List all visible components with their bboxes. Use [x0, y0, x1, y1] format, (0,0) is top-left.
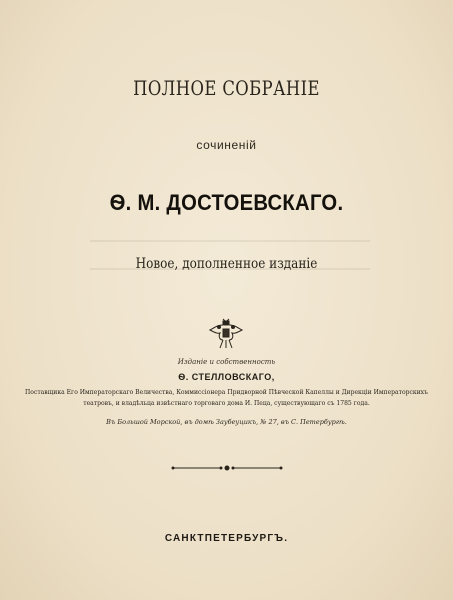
works-subtitle: сочиненій: [196, 138, 257, 152]
city-imprint: САНКТПЕТЕРБУРГЪ.: [164, 533, 289, 544]
publisher-name: Ѳ. СТЕЛЛОВСКАГО,: [178, 372, 275, 382]
publisher-address: Въ Большой Морской, въ домѣ Заубеуцикъ, № 27, въ С. Петербургѣ.: [106, 418, 347, 426]
double-headed-eagle-icon: [208, 318, 244, 350]
bleed-through-line: [90, 240, 370, 242]
author-name: Ѳ. М. ДОСТОЕВСКАГО.: [109, 190, 344, 215]
publisher-description-line-2: театровъ, и владѣльца извѣстнаго торговаго дома И. Пеца, существующаго съ 1785 года.: [83, 399, 370, 407]
publisher-intro: Изданіе и собственность: [177, 358, 276, 366]
edition-note: Новое, дополненное изданіе: [135, 256, 318, 272]
collection-title: ПОЛНОЕ СОБРАНІЕ: [133, 76, 320, 100]
publisher-description-line-1: Поставщика Его Императорскаго Величества, Коммиссіонера Придворной Пѣвческой Капеллы и Дирекціи Императорскихъ: [25, 388, 428, 396]
ornamental-divider: [170, 463, 284, 473]
